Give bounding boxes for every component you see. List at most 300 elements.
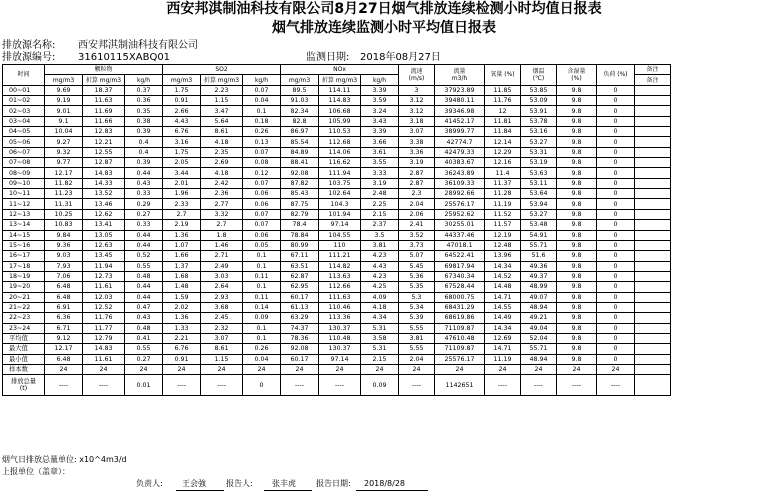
table-cell	[635, 313, 671, 323]
source-code-label: 排放源编号:	[2, 52, 56, 63]
table-row	[3, 292, 671, 302]
table-cell: 11.28	[485, 189, 521, 199]
row-label-cell: 00~01	[3, 85, 45, 95]
table-cell: 53.31	[521, 147, 557, 157]
table-cell: 9.8	[557, 323, 597, 333]
table-cell: 52.04	[521, 333, 557, 343]
table-cell: 3.81	[399, 333, 435, 343]
table-cell: 0.48	[125, 323, 163, 333]
monitor-date-label: 监测日期:	[306, 52, 350, 63]
table-cell: 0	[597, 209, 635, 219]
table-cell: 1.15	[201, 354, 243, 364]
table-cell: 0.1	[243, 323, 281, 333]
table-cell: 53.27	[521, 137, 557, 147]
table-cell: 3.12	[399, 106, 435, 116]
table-cell: 0.07	[243, 220, 281, 230]
table-cell: 114.11	[319, 85, 361, 95]
row-label-cell: 01~02	[3, 96, 45, 106]
table-cell: 49.07	[521, 292, 557, 302]
table-cell: 14.52	[485, 271, 521, 281]
table-cell: 12.79	[83, 333, 125, 343]
table-cell: 11.19	[485, 354, 521, 364]
table-cell: 0.33	[125, 189, 163, 199]
table-cell: 91.03	[281, 96, 319, 106]
table-cell: 12.16	[485, 158, 521, 168]
table-cell: 0	[597, 96, 635, 106]
table-cell: 88.41	[281, 158, 319, 168]
table-cell: 0.35	[125, 106, 163, 116]
row-label-cell: 21~22	[3, 302, 45, 312]
table-cell: 0.04	[243, 354, 281, 364]
table-cell: 2.05	[163, 158, 201, 168]
table-body	[3, 85, 671, 375]
table-cell: 2.19	[163, 220, 201, 230]
table-cell: 3.16	[163, 137, 201, 147]
table-row	[3, 344, 671, 354]
table-cell: 64522.41	[435, 251, 485, 261]
table-cell: 48.99	[521, 282, 557, 292]
table-cell: 49.36	[521, 261, 557, 271]
temp-label: 烟温	[532, 67, 545, 75]
table-cell: 3.58	[361, 333, 399, 343]
table-cell: 14.48	[485, 282, 521, 292]
table-cell: 78.84	[281, 230, 319, 240]
table-cell: 105.99	[319, 116, 361, 126]
table-row	[3, 302, 671, 312]
total-cell: ----	[201, 375, 243, 396]
table-cell: 53.48	[521, 220, 557, 230]
table-cell: 9.19	[45, 96, 83, 106]
table-cell: 69817.94	[435, 261, 485, 271]
table-cell: 67528.44	[435, 282, 485, 292]
table-cell: 60.17	[281, 354, 319, 364]
table-cell: 1.36	[163, 313, 201, 323]
table-cell: 8.61	[201, 127, 243, 137]
table-row	[3, 261, 671, 271]
table-cell: 9.8	[557, 261, 597, 271]
table-cell: 9.8	[557, 116, 597, 126]
table-cell: 2.77	[201, 199, 243, 209]
table-cell: 8.61	[201, 344, 243, 354]
table-cell: 67340.34	[435, 271, 485, 281]
table-cell: 97.14	[319, 354, 361, 364]
table-cell: 9.8	[557, 354, 597, 364]
table-cell: 9.84	[45, 230, 83, 240]
table-cell: 2.69	[201, 158, 243, 168]
table-cell: 0.1	[243, 333, 281, 343]
table-cell: 3.12	[399, 96, 435, 106]
table-cell: 2.04	[399, 199, 435, 209]
table-cell: 0	[597, 168, 635, 178]
table-cell: 7.06	[45, 271, 83, 281]
total-cell: ----	[597, 375, 635, 396]
table-cell: 53.27	[521, 209, 557, 219]
row-label-cell: 02~03	[3, 106, 45, 116]
table-cell: 4.18	[201, 137, 243, 147]
header-nox-mg: mg/m3	[281, 75, 319, 85]
table-cell: 24	[361, 364, 399, 374]
table-cell: 24	[521, 364, 557, 374]
table-cell: 9.8	[557, 302, 597, 312]
table-cell: 9.8	[557, 220, 597, 230]
header-nox-kg: kg/h	[361, 75, 399, 85]
table-row	[3, 147, 671, 157]
table-cell: 14.49	[485, 313, 521, 323]
header-so2-kg: kg/h	[243, 75, 281, 85]
report-date-underline	[356, 490, 428, 491]
table-cell: 0.91	[163, 354, 201, 364]
table-cell: 68431.29	[435, 302, 485, 312]
header-nox-zs: 折算 mg/m3	[319, 75, 361, 85]
total-cell: 0.01	[125, 375, 163, 396]
table-cell: 24	[485, 364, 521, 374]
table-row	[3, 116, 671, 126]
table-cell: 6.71	[45, 323, 83, 333]
table-cell: 85.43	[281, 189, 319, 199]
table-row	[3, 199, 671, 209]
table-cell: 114.06	[319, 147, 361, 157]
table-cell: 84.89	[281, 147, 319, 157]
flow-unit: m3/h	[451, 74, 468, 82]
table-cell	[635, 127, 671, 137]
table-cell: 13.46	[83, 199, 125, 209]
table-row	[3, 240, 671, 250]
table-cell: 37923.89	[435, 85, 485, 95]
table-cell: 106.68	[319, 106, 361, 116]
table-cell: 24	[399, 364, 435, 374]
table-cell: 3.73	[399, 240, 435, 250]
table-cell: 47018.1	[435, 240, 485, 250]
table-cell: 0.43	[125, 313, 163, 323]
table-cell: 0.47	[125, 302, 163, 312]
table-cell: 2.93	[201, 292, 243, 302]
table-cell: 9.1	[45, 116, 83, 126]
table-row	[3, 271, 671, 281]
table-cell: 2.04	[399, 354, 435, 364]
table-cell: 5.64	[201, 116, 243, 126]
row-label-cell: 03~04	[3, 116, 45, 126]
total-label: 排放总量	[10, 378, 37, 386]
table-cell: 53.63	[521, 168, 557, 178]
table-cell: 3.07	[399, 127, 435, 137]
table-cell: 49.37	[521, 271, 557, 281]
report-subtitle: 烟气排放连续监测小时平均值日报表	[272, 20, 496, 36]
table-row	[3, 333, 671, 343]
table-row	[3, 220, 671, 230]
table-row	[3, 364, 671, 374]
table-cell: 13.41	[83, 220, 125, 230]
row-label-cell: 平均值	[3, 333, 45, 343]
table-cell: 114.82	[319, 261, 361, 271]
table-cell: 51.6	[521, 251, 557, 261]
table-cell: 4.23	[361, 251, 399, 261]
table-row	[3, 251, 671, 261]
table-cell	[635, 199, 671, 209]
table-cell: 0	[597, 199, 635, 209]
table-cell: 2.37	[361, 220, 399, 230]
reporter-name: 张丰虎	[272, 479, 296, 488]
table-cell: 0	[597, 292, 635, 302]
row-label-cell: 07~08	[3, 158, 45, 168]
table-cell: 78.4	[281, 220, 319, 230]
table-cell: 11.61	[83, 354, 125, 364]
table-cell: 113.63	[319, 271, 361, 281]
table-cell: 40383.67	[435, 158, 485, 168]
table-row	[3, 168, 671, 178]
table-cell: 14.34	[485, 323, 521, 333]
table-cell: 11.4	[485, 168, 521, 178]
table-cell: 39346.98	[435, 106, 485, 116]
total-cell: ----	[163, 375, 201, 396]
table-cell: 5.55	[399, 323, 435, 333]
table-cell: 3.81	[361, 240, 399, 250]
table-cell: 14.55	[485, 302, 521, 312]
table-cell: 0	[597, 158, 635, 168]
table-cell: 9.03	[45, 251, 83, 261]
leader-label: 负责人:	[136, 479, 163, 488]
table-cell: 53.94	[521, 199, 557, 209]
table-cell	[635, 292, 671, 302]
table-cell: 11.37	[485, 178, 521, 188]
table-cell: 5.31	[361, 344, 399, 354]
table-cell: 11.82	[45, 178, 83, 188]
table-cell: 9.8	[557, 292, 597, 302]
total-cell: ----	[83, 375, 125, 396]
table-cell: 24	[163, 364, 201, 374]
row-label-cell: 08~09	[3, 168, 45, 178]
table-cell: 80.99	[281, 240, 319, 250]
table-cell: 9.32	[45, 147, 83, 157]
table-cell: 10.25	[45, 209, 83, 219]
table-cell: 6.48	[45, 292, 83, 302]
table-cell: 25576.17	[435, 354, 485, 364]
table-cell	[635, 251, 671, 261]
table-row	[3, 178, 671, 188]
table-cell: 85.54	[281, 137, 319, 147]
header-nox: NOx	[281, 65, 399, 75]
table-cell: 24	[45, 364, 83, 374]
table-cell: 3.18	[399, 116, 435, 126]
table-cell: 0	[597, 333, 635, 343]
table-cell: 0.13	[243, 137, 281, 147]
table-cell: 0	[597, 189, 635, 199]
table-cell: 2.32	[201, 323, 243, 333]
table-cell: 0.1	[243, 282, 281, 292]
table-cell: 9.8	[557, 106, 597, 116]
table-cell: 0	[597, 251, 635, 261]
table-cell: 3.39	[361, 85, 399, 95]
leader-name: 王会強	[182, 479, 206, 488]
row-label-cell: 样本数	[3, 364, 45, 374]
table-row	[3, 158, 671, 168]
table-cell: 48.94	[521, 354, 557, 364]
table-cell: 2.02	[163, 302, 201, 312]
table-cell: 25576.17	[435, 199, 485, 209]
table-cell: 1.15	[201, 96, 243, 106]
table-cell: 0.11	[243, 271, 281, 281]
table-cell: 114.83	[319, 96, 361, 106]
table-cell: 1.07	[163, 240, 201, 250]
table-cell: 9.8	[557, 240, 597, 250]
table-cell: 3.47	[201, 106, 243, 116]
table-cell: 0.26	[243, 344, 281, 354]
table-cell	[635, 230, 671, 240]
row-label-cell: 05~06	[3, 137, 45, 147]
table-cell: 4.09	[361, 292, 399, 302]
table-cell: 3.33	[361, 168, 399, 178]
header-oxygen: 氧量 (%)	[485, 65, 521, 86]
row-label-cell: 14~15	[3, 230, 45, 240]
table-cell: 110	[319, 240, 361, 250]
row-label-cell: 09~10	[3, 178, 45, 188]
header-so2-zs: 折算 mg/m3	[201, 75, 243, 85]
table-cell: 0.33	[125, 220, 163, 230]
table-cell: 9.8	[557, 178, 597, 188]
table-cell: 2.49	[201, 261, 243, 271]
table-cell: 54.91	[521, 230, 557, 240]
table-cell: 53.09	[521, 96, 557, 106]
table-cell: 5.34	[399, 302, 435, 312]
row-label-cell: 18~19	[3, 271, 45, 281]
table-cell: 60.17	[281, 292, 319, 302]
reporter-label: 报告人:	[226, 479, 253, 488]
table-cell: 6.76	[163, 344, 201, 354]
table-cell	[635, 240, 671, 250]
table-cell: 53.64	[521, 189, 557, 199]
table-cell	[635, 302, 671, 312]
header-remark: 备注	[635, 65, 671, 75]
table-cell: 12.17	[45, 168, 83, 178]
table-cell: 6.36	[45, 313, 83, 323]
table-cell: 104.3	[319, 199, 361, 209]
table-cell: 82.79	[281, 209, 319, 219]
table-cell: 42479.33	[435, 147, 485, 157]
table-cell: 0.55	[125, 344, 163, 354]
table-cell: 11.77	[83, 323, 125, 333]
table-cell: 0.07	[243, 178, 281, 188]
table-cell	[635, 220, 671, 230]
table-cell	[635, 333, 671, 343]
table-cell: 0.52	[125, 251, 163, 261]
table-cell: 0.39	[125, 158, 163, 168]
table-cell	[635, 271, 671, 281]
table-cell: 5.3	[399, 292, 435, 302]
table-cell: 53.78	[521, 116, 557, 126]
table-cell: 0.41	[125, 333, 163, 343]
table-cell: 42774.7	[435, 137, 485, 147]
header-remark-2: 备注	[635, 75, 671, 85]
table-cell	[635, 282, 671, 292]
table-cell: 3.52	[399, 230, 435, 240]
table-cell: 62.87	[281, 271, 319, 281]
table-cell: 0.38	[125, 116, 163, 126]
table-cell: 4.34	[361, 313, 399, 323]
table-cell: 1.36	[163, 230, 201, 240]
total-cell: ----	[521, 375, 557, 396]
table-row	[3, 96, 671, 106]
table-cell: 1.75	[163, 85, 201, 95]
table-cell: 2.41	[399, 220, 435, 230]
company-name: 西安邦淇制油科技有限公司	[78, 40, 198, 51]
total-cell: 0	[243, 375, 281, 396]
table-cell: 101.94	[319, 209, 361, 219]
table-cell: 0	[597, 178, 635, 188]
row-label-cell: 10~11	[3, 189, 45, 199]
table-cell: 36243.89	[435, 168, 485, 178]
table-cell: 4.23	[361, 271, 399, 281]
table-cell: 9.8	[557, 168, 597, 178]
table-cell: 0.1	[243, 251, 281, 261]
table-cell: 0	[597, 137, 635, 147]
table-cell: 111.63	[319, 292, 361, 302]
table-cell: 6.76	[163, 127, 201, 137]
table-cell: 14.71	[485, 344, 521, 354]
row-label-cell: 15~16	[3, 240, 45, 250]
table-cell: 49.21	[521, 313, 557, 323]
humidity-unit: (%)	[571, 74, 582, 82]
table-cell: 1.96	[163, 189, 201, 199]
table-cell: 3.32	[201, 209, 243, 219]
table-cell: 113.36	[319, 313, 361, 323]
row-label-cell: 23~24	[3, 323, 45, 333]
table-cell: 0	[597, 302, 635, 312]
table-cell: 0	[597, 220, 635, 230]
table-cell: 0.4	[125, 147, 163, 157]
table-cell: 3.24	[361, 106, 399, 116]
table-cell: 12.55	[83, 147, 125, 157]
table-cell: 12.87	[83, 158, 125, 168]
flow-label: 流量	[453, 67, 466, 75]
table-cell: 3.68	[201, 302, 243, 312]
table-cell: 9.8	[557, 271, 597, 281]
table-cell: 3.03	[201, 271, 243, 281]
table-cell: 0	[597, 344, 635, 354]
row-label-cell: 13~14	[3, 220, 45, 230]
table-cell: 2.21	[163, 333, 201, 343]
table-cell: 38999.77	[435, 127, 485, 137]
table-cell: 2.48	[361, 189, 399, 199]
total-cell	[635, 375, 671, 396]
table-cell: 9.36	[45, 240, 83, 250]
table-cell: 14.33	[83, 178, 125, 188]
table-cell: 24	[557, 364, 597, 374]
header-row-1	[3, 65, 671, 75]
table-row	[3, 313, 671, 323]
table-cell: 2.7	[201, 220, 243, 230]
table-cell: 53.16	[521, 127, 557, 137]
table-cell: 6.91	[45, 302, 83, 312]
table-cell: 9.8	[557, 189, 597, 199]
row-label-cell: 最小值	[3, 354, 45, 364]
table-cell: 2.66	[163, 106, 201, 116]
table-cell: 3.07	[201, 333, 243, 343]
humidity-label: 含湿量	[567, 67, 586, 75]
table-cell: 13.05	[83, 230, 125, 240]
table-cell: 1.33	[163, 323, 201, 333]
table-cell: 4.18	[201, 168, 243, 178]
table-cell: 2.7	[163, 209, 201, 219]
table-cell: 11.31	[45, 199, 83, 209]
table-row	[3, 323, 671, 333]
table-cell: 0.05	[243, 240, 281, 250]
table-cell: 1.37	[163, 261, 201, 271]
table-cell: 10.04	[45, 127, 83, 137]
total-cell: ----	[45, 375, 83, 396]
table-cell: 3.38	[399, 137, 435, 147]
table-cell: 3.55	[361, 158, 399, 168]
table-cell: 87.82	[281, 178, 319, 188]
table-cell	[635, 261, 671, 271]
